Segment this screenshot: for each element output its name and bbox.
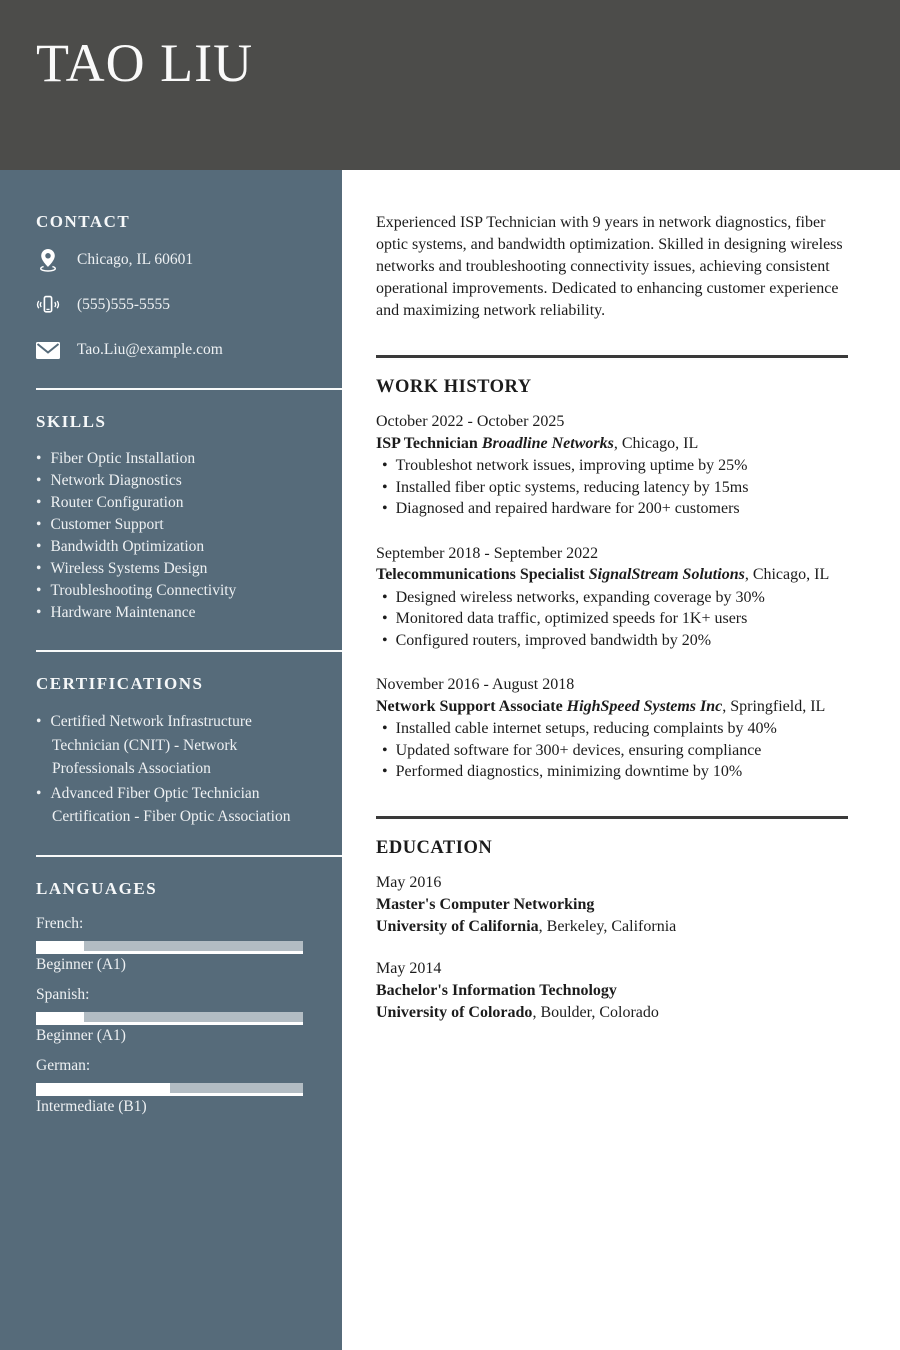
certifications-section: [36, 674, 342, 829]
language-item: [36, 1057, 304, 1116]
contact-row-phone: [36, 293, 304, 317]
contact-email-text: Tao.Liu@example.com: [77, 341, 223, 358]
job-dates: October 2022 - October 2025: [376, 413, 565, 430]
professional-summary: Experienced ISP Technician with 9 years in network diagnostics, fiber optic systems, and bandwidth optimization. Skilled in designing wireless networks and troubleshooting connectivity issues, achieving consistent operational improvements. Dedicated to enhancing customer experience and maximizing network reliability.: [376, 214, 843, 319]
candidate-name: TAO LIU: [36, 33, 254, 93]
sidebar: [0, 170, 342, 1350]
sidebar-divider: [36, 388, 342, 390]
language-level-label: Beginner (A1): [36, 1026, 126, 1044]
languages-list: [36, 915, 304, 1116]
skills-section-title: SKILLS: [36, 412, 107, 431]
work-history-title: WORK HISTORY: [376, 377, 532, 397]
job-bullet: • Installed cable internet setups, reducing complaints by 40%: [376, 718, 848, 740]
education-title: EDUCATION: [376, 837, 493, 858]
education-school: University of Colorado: [376, 1003, 533, 1021]
education-degree: Master's Computer Networking: [376, 895, 595, 913]
education-school-line: [376, 1002, 848, 1024]
language-progress-fill: [36, 941, 84, 951]
language-progress-track: [36, 1012, 303, 1025]
certifications-list: [36, 710, 304, 829]
skill-item: • Wireless Systems Design: [36, 558, 304, 580]
phone-icon: [36, 293, 60, 317]
skills-section: [36, 412, 342, 624]
job-company: SignalStream Solutions: [588, 566, 745, 583]
language-level-label: Intermediate (B1): [36, 1097, 147, 1115]
job-location: , Chicago, IL: [613, 434, 699, 452]
education-list: [376, 872, 848, 1024]
skill-item: • Hardware Maintenance: [36, 602, 304, 624]
location-pin-icon: [36, 248, 60, 272]
job-title: ISP Technician: [376, 434, 478, 452]
certification-item: • Advanced Fiber Optic Technician Certification - Fiber Optic Association: [36, 782, 304, 829]
languages-section-title: LANGUAGES: [36, 878, 158, 898]
languages-section: [36, 879, 342, 1116]
job-title: Telecommunications Specialist: [376, 566, 585, 583]
main-column: [342, 170, 900, 1350]
header-band: [0, 0, 900, 170]
contact-section: [36, 212, 342, 362]
language-progress-track: [36, 1083, 303, 1096]
language-item: [36, 986, 304, 1045]
job-bullet-list: [376, 718, 848, 783]
language-item: [36, 915, 304, 974]
certifications-section-title: CERTIFICATIONS: [36, 674, 204, 693]
language-name: Spanish:: [36, 985, 90, 1003]
education-school-line: [376, 916, 848, 938]
job-title: Network Support Associate: [376, 697, 563, 715]
work-history-list: [376, 411, 848, 783]
job-title-line: [376, 433, 848, 455]
job-dates: September 2018 - September 2022: [376, 544, 599, 562]
contact-phone-text: (555)555-5555: [77, 296, 170, 313]
job-entry: [376, 411, 848, 520]
job-bullet: • Monitored data traffic, optimized speeds for 1K+ users: [376, 608, 848, 630]
certification-item: • Certified Network Infrastructure Technician (CNIT) - Network Professionals Association: [36, 710, 304, 781]
job-location: , Chicago, IL: [744, 566, 830, 583]
job-location: , Springfield, IL: [722, 697, 826, 715]
education-entry: [376, 958, 848, 1024]
skill-item: • Network Diagnostics: [36, 470, 304, 492]
job-bullet: • Diagnosed and repaired hardware for 200+ customers: [376, 498, 848, 520]
section-divider: [376, 355, 848, 358]
education-school: University of California: [376, 917, 539, 935]
section-divider: [376, 816, 848, 819]
language-name: French:: [36, 914, 84, 932]
contact-row-location: [36, 248, 304, 272]
language-level-label: Beginner (A1): [36, 955, 126, 973]
job-bullet: • Troubleshot network issues, improving uptime by 25%: [376, 455, 848, 477]
education-date: May 2016: [376, 873, 442, 891]
language-progress-fill: [36, 1083, 170, 1093]
job-bullet-list: [376, 455, 848, 520]
skills-list: [36, 448, 304, 624]
job-bullet: • Installed fiber optic systems, reducing latency by 15ms: [376, 477, 848, 499]
education-location: , Boulder, Colorado: [532, 1003, 659, 1021]
job-dates: November 2016 - August 2018: [376, 676, 575, 693]
job-bullet: • Performed diagnostics, minimizing downtime by 10%: [376, 761, 848, 783]
contact-row-email: [36, 338, 304, 362]
job-title-line: [376, 564, 848, 586]
skill-item: • Customer Support: [36, 514, 304, 536]
language-name: German:: [36, 1056, 91, 1074]
education-entry: [376, 872, 848, 938]
sidebar-divider: [36, 855, 342, 857]
job-company: HighSpeed Systems Inc: [566, 697, 723, 715]
job-entry: [376, 543, 848, 652]
job-title-line: [376, 696, 848, 718]
skill-item: • Bandwidth Optimization: [36, 536, 304, 558]
contact-location-text: Chicago, IL 60601: [77, 251, 194, 268]
education-degree: Bachelor's Information Technology: [376, 981, 617, 999]
language-progress-fill: [36, 1012, 84, 1022]
skill-item: • Troubleshooting Connectivity: [36, 580, 304, 602]
skill-item: • Fiber Optic Installation: [36, 448, 304, 470]
job-bullet: • Designed wireless networks, expanding coverage by 30%: [376, 587, 848, 609]
job-bullet: • Configured routers, improved bandwidth by 20%: [376, 630, 848, 652]
job-company: Broadline Networks: [481, 434, 614, 452]
job-entry: [376, 674, 848, 783]
contact-section-title: CONTACT: [36, 212, 131, 231]
education-location: , Berkeley, California: [538, 917, 677, 935]
language-progress-track: [36, 941, 303, 954]
job-bullet-list: [376, 587, 848, 652]
education-date: May 2014: [376, 959, 442, 977]
sidebar-divider: [36, 650, 342, 652]
job-bullet: • Updated software for 300+ devices, ensuring compliance: [376, 740, 848, 762]
skill-item: • Router Configuration: [36, 492, 304, 514]
email-icon: [36, 338, 60, 362]
